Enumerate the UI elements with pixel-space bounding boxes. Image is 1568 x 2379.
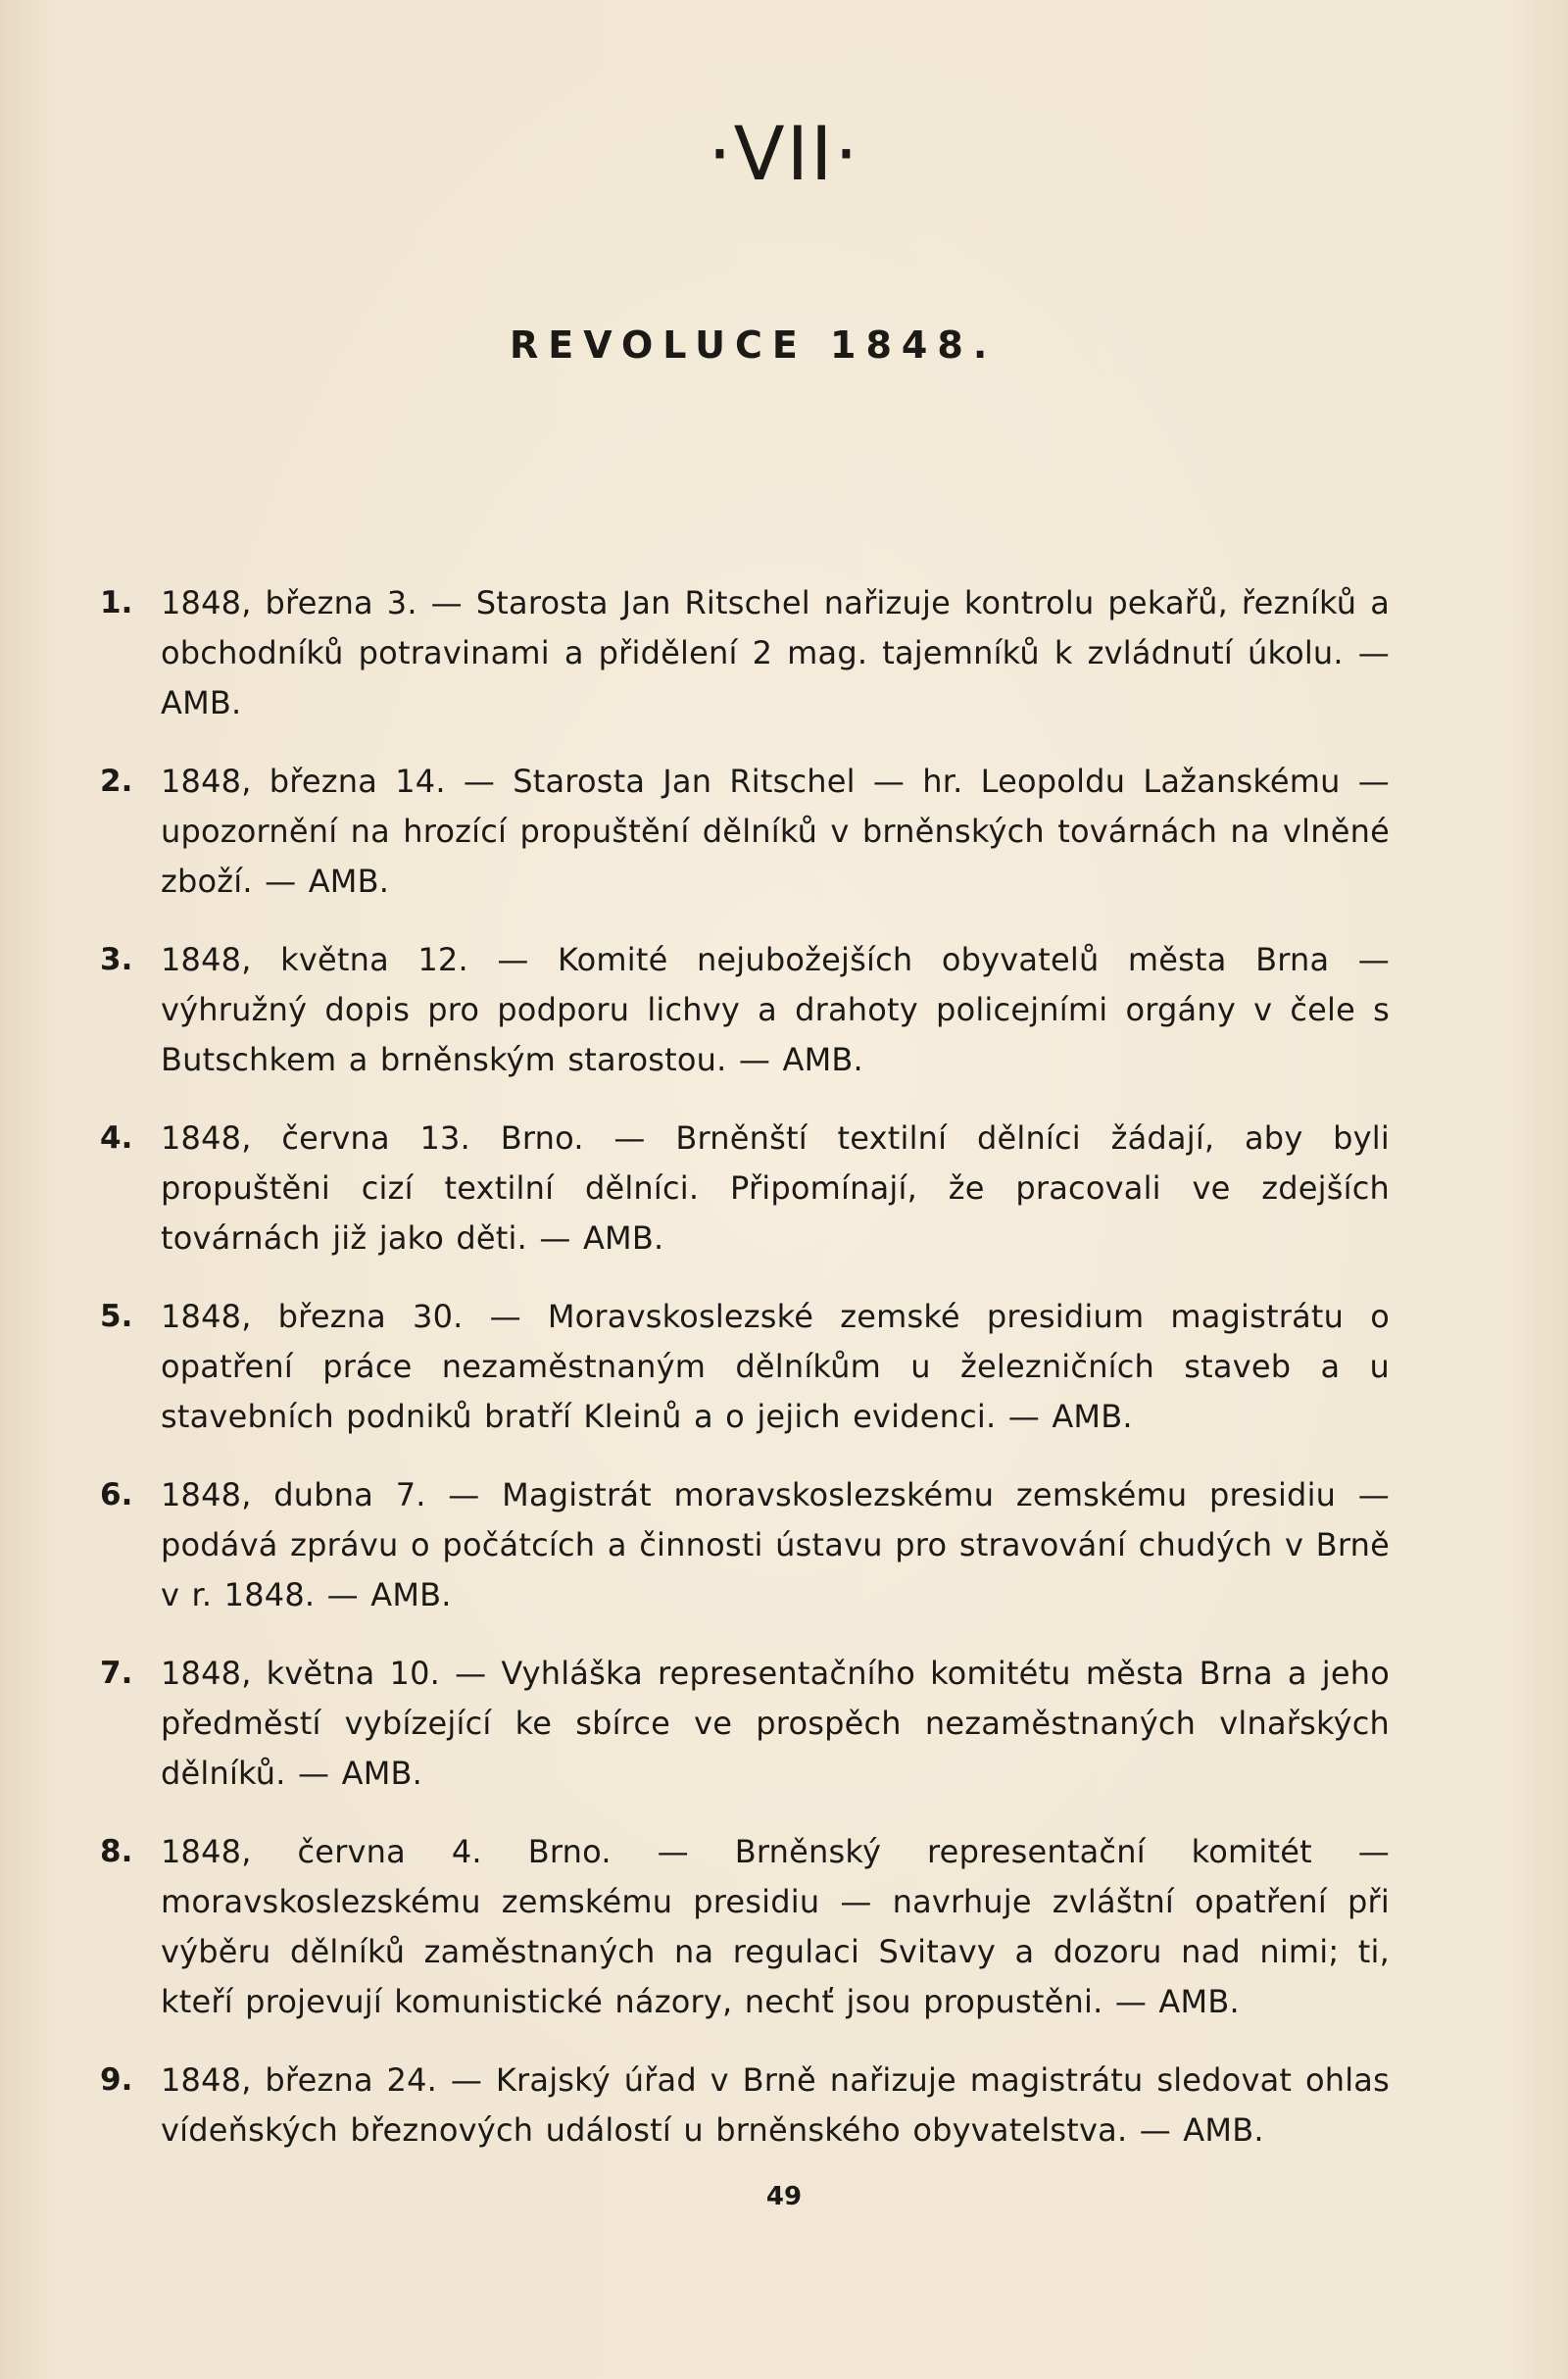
entry-number: 6. [100,1477,133,1512]
entry-text: 1848, března 30. — Moravskoslezské zemské presidium magistrátu o opatření práce nezaměstnaným dělníkům u železničních staveb a u stavebních podniků bratří Kleinů a o jejich evidenci. — AMB. [161,1298,1390,1435]
list-item [100,578,1390,728]
entry-text: 1848, března 14. — Starosta Jan Ritschel — hr. Leopoldu Lažanskému — upozornění na hrozící propuštění dělníků v brněnských továrnách na vlněné zboží. — AMB. [161,763,1390,900]
list-item [100,2056,1390,2156]
entry-text: 1848, března 24. — Krajský úřad v Brně nařizuje magistrátu sledovat ohlas vídeňských březnových událostí u brněnského obyvatelstva. — AMB. [161,2061,1390,2149]
list-item [100,1292,1390,1442]
list-item [100,1470,1390,1620]
entry-text: 1848, června 4. Brno. — Brněnský representační komitét — moravskoslezskému zemskému presidiu — navrhuje zvláštní opatření při výběru dělníků zaměstnaných na regulaci Svitavy a dozoru nad nimi; ti, kteří projevují komunistické názory, nechť jsou propustěni. — AMB. [161,1833,1390,2020]
entry-number: 8. [100,1834,133,1869]
entry-number: 3. [100,942,133,977]
list-item [100,935,1390,1085]
entry-number: 7. [100,1656,133,1691]
list-item [100,1827,1390,2027]
list-item [100,1649,1390,1799]
entry-number: 4. [100,1120,133,1156]
list-item [100,1114,1390,1264]
page-number: 49 [765,2182,803,2211]
entry-list [100,578,1390,2184]
section-title: REVOLUCE 1848. [510,323,998,367]
entry-text: 1848, května 10. — Vyhláška representačního komitétu města Brna a jeho předměstí vybízející ke sbírce ve prospěch nezaměstnaných vlnařských dělníků. — AMB. [161,1655,1390,1792]
chapter-number: ·VII· [708,110,860,197]
entry-number: 1. [100,585,133,620]
entry-number: 5. [100,1299,133,1334]
entry-text: 1848, června 13. Brno. — Brněnští textilní dělníci žádají, aby byli propuštěni cizí textilní dělníci. Připomínají, že pracovali ve zdejších továrnách již jako děti. — AMB. [161,1119,1390,1257]
entry-number: 9. [100,2062,133,2098]
entry-text: 1848, května 12. — Komité nejubožejších obyvatelů města Brna — výhružný dopis pro podporu lichvy a drahoty policejními orgány v čele s Butschkem a brněnským starostou. — AMB. [161,941,1390,1078]
entry-text: 1848, dubna 7. — Magistrát moravskoslezskému zemskému presidiu — podává zprávu o počátcích a činnosti ústavu pro stravování chudých v Brně v r. 1848. — AMB. [161,1476,1390,1613]
entry-number: 2. [100,764,133,799]
list-item [100,757,1390,907]
entry-text: 1848, března 3. — Starosta Jan Ritschel nařizuje kontrolu pekařů, řezníků a obchodníků potravinami a přidělení 2 mag. tajemníků k zvládnutí úkolu. — AMB. [161,584,1390,721]
